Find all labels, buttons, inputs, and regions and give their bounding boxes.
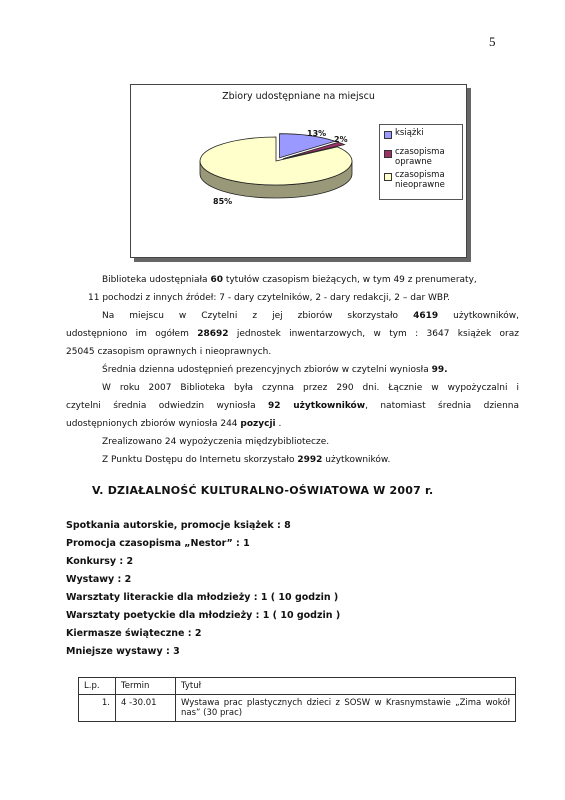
text-run: Z Punktu Dostępu do Internetu skorzystało bbox=[102, 455, 298, 465]
bold-value: 4619 bbox=[413, 311, 439, 321]
legend-item-ksiazki bbox=[384, 129, 424, 139]
pie-label-nieoprawne: 85% bbox=[213, 197, 233, 206]
pie-label-ksiazki: 13% bbox=[307, 129, 327, 138]
column-header-termin: Termin bbox=[116, 678, 176, 695]
legend-swatch bbox=[384, 173, 392, 181]
bold-value: 99. bbox=[431, 365, 448, 375]
text-run: 25045 czasopism oprawnych i nieoprawnych. bbox=[66, 347, 272, 357]
text-run: 11 pochodzi z innych źródeł: 7 - dary czytelników, 2 - dary redakcji, 2 – dar WBP. bbox=[88, 293, 450, 303]
bold-value: 28692 bbox=[197, 329, 229, 339]
stat-wystawy: Wystawy : 2 bbox=[66, 574, 132, 585]
text-run: Na miejscu w Czytelni z jej zbiorów skorzystało bbox=[102, 311, 414, 321]
pie-slice-czasopisma-nieoprawne bbox=[200, 137, 352, 185]
page-number: 5 bbox=[489, 34, 496, 49]
table-row bbox=[79, 695, 516, 722]
paragraph-internet bbox=[102, 454, 519, 466]
chart-title: Zbiory udostępniane na miejscu bbox=[222, 91, 375, 102]
paragraph-czytelnia-line3 bbox=[66, 346, 519, 358]
paragraph-rok-line2 bbox=[66, 400, 519, 412]
bold-value: pozycji bbox=[240, 419, 276, 429]
paragraph-zrodla bbox=[88, 292, 508, 304]
legend-label: czasopisma nieoprawne bbox=[395, 170, 445, 190]
table-header-row bbox=[79, 678, 516, 695]
text-run: Biblioteka udostępniała bbox=[102, 275, 211, 285]
pie-label-oprawne: 2% bbox=[334, 135, 348, 144]
text-run: udostępnionych zbiorów wyniosła 244 bbox=[66, 419, 241, 429]
text-run: W roku 2007 Biblioteka była czynna przez 290 dni. Łącznie w wypożyczalni i bbox=[102, 383, 519, 393]
paragraph-srednia bbox=[102, 364, 519, 376]
text-run: użytkowników. bbox=[322, 455, 391, 465]
paragraph-czytelnia-line2 bbox=[66, 328, 519, 340]
stat-spotkania: Spotkania autorskie, promocje książek : 8 bbox=[66, 520, 291, 531]
bold-value: 2992 bbox=[297, 455, 323, 465]
text-run: . bbox=[275, 419, 282, 429]
stat-promocja: Promocja czasopisma „Nestor” : 1 bbox=[66, 538, 250, 549]
paragraph-miedzybiblioteczne bbox=[102, 436, 519, 448]
text-run: Średnia dzienna udostępnień prezencyjnych zbiorów w czytelni wyniosła bbox=[102, 365, 432, 375]
paragraph-czasopisma bbox=[102, 274, 522, 286]
cell-termin: 4 -30.01 bbox=[116, 695, 176, 722]
legend-item-oprawne bbox=[384, 148, 444, 167]
text-run: jednostek inwentarzowych, w tym : 3647 książek oraz bbox=[228, 329, 519, 339]
stat-mniejsze-wystawy: Mniejsze wystawy : 3 bbox=[66, 646, 180, 657]
stat-kiermasze: Kiermasze świąteczne : 2 bbox=[66, 628, 202, 639]
legend-label: książki bbox=[395, 128, 424, 138]
stat-konkursy: Konkursy : 2 bbox=[66, 556, 134, 567]
pie-chart-plot bbox=[131, 85, 381, 257]
stat-warsztaty-poetyckie: Warsztaty poetyckie dla młodzieży : 1 ( 10 godzin ) bbox=[66, 610, 341, 621]
section-title: V. DZIAŁALNOŚĆ KULTURALNO-OŚWIATOWA W 2007 r. bbox=[92, 484, 434, 497]
text-run: udostępniono im ogółem bbox=[66, 329, 198, 339]
column-header-lp: L.p. bbox=[79, 678, 116, 695]
legend-swatch bbox=[384, 150, 392, 158]
cell-lp: 1. bbox=[79, 695, 116, 722]
text-run: tytułów czasopism bieżących, w tym 49 z prenumeraty, bbox=[222, 275, 477, 285]
paragraph-czytelnia-line1 bbox=[102, 310, 519, 322]
text-run: czytelni średnia odwiedzin wyniosła bbox=[66, 401, 269, 411]
cell-tytul: Wystawa prac plastycznych dzieci z SOSW w Krasnymstawie „Zima wokół nas” (30 prac) bbox=[176, 695, 516, 722]
column-header-tytul: Tytuł bbox=[176, 678, 516, 695]
legend-item-nieoprawne bbox=[384, 171, 454, 190]
text-run: Zrealizowano 24 wypożyczenia międzybibliotecze. bbox=[102, 437, 330, 447]
chart-legend bbox=[379, 124, 463, 200]
text-run: użytkowników, bbox=[438, 311, 519, 321]
bold-value: 60 bbox=[210, 275, 223, 285]
legend-label: czasopisma oprawne bbox=[395, 147, 445, 167]
stat-warsztaty-literackie: Warsztaty literackie dla młodzieży : 1 ( 10 godzin ) bbox=[66, 592, 339, 603]
events-table bbox=[78, 677, 516, 722]
bold-value: 92 użytkowników bbox=[268, 401, 366, 411]
pie-chart bbox=[130, 84, 467, 258]
legend-swatch bbox=[384, 131, 392, 139]
paragraph-rok-line1 bbox=[102, 382, 519, 394]
text-run: , natomiast średnia dzienna bbox=[365, 401, 520, 411]
paragraph-rok-line3 bbox=[66, 418, 519, 430]
